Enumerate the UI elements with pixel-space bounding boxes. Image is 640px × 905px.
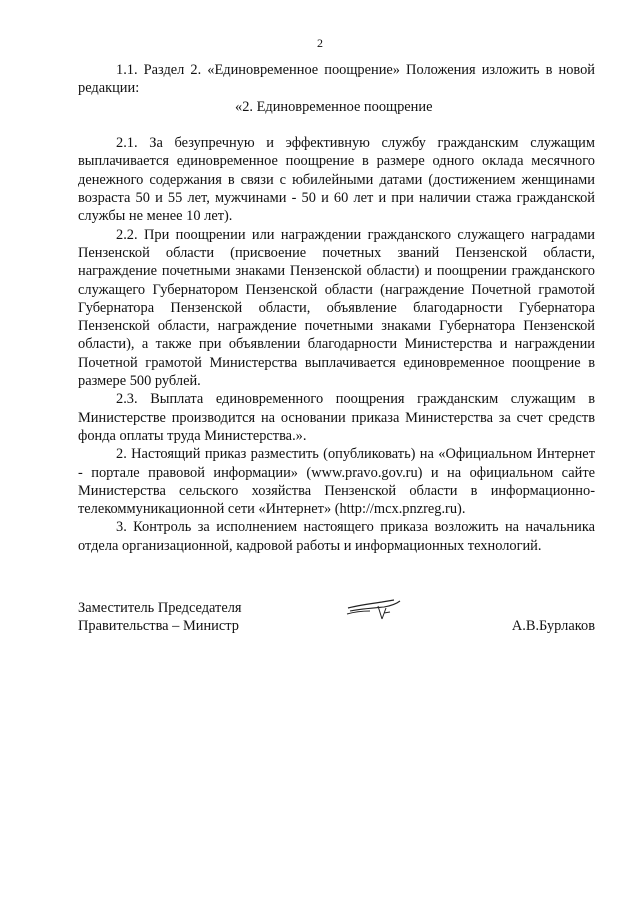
signer-title-line-1: Заместитель Председателя xyxy=(78,600,242,616)
document-body xyxy=(78,61,595,555)
signer-name: А.В.Бурлаков xyxy=(511,618,595,635)
signer-title xyxy=(78,599,242,636)
paragraph-2-3: 2.3. Выплата единовременного поощрения гражданским служащим в Министерстве производится на основании приказа Министерства за счет средств фонда оплаты труда Министерства.». xyxy=(78,391,595,444)
paragraph-item-3: 3. Контроль за исполнением настоящего приказа возложить на начальника отдела организационной, кадровой работы и информационных технологий. xyxy=(78,519,595,554)
paragraph-2-2: 2.2. При поощрении или награждении гражданского служащего наградами Пензенской области (присвоение почетных званий Пензенской области, награждение почетными знаками Пензенской области) и поощрении гражданского служащего Губернатором Пензенской области (награждение Почетной грамотой Губернатора Пензенской области, объявление благодарности Губернатора Пензенской области, награждение почетными знаками Губернатора Пензенской области), а также при объявлении благодарности Министерства и награждении Почетной грамотой Министерства выплачивается единовременное поощрение в размере 500 рублей. xyxy=(78,226,595,390)
section-heading: «2. Единовременное поощрение xyxy=(235,98,433,115)
signature-block xyxy=(78,599,595,639)
paragraph-item-2: 2. Настоящий приказ разместить (опубликовать) на «Официальном Интернет - портале правовой информации» (www.pravo.gov.ru) и на официальном сайте Министерства сельского хозяйства Пензенской области в информационно-телекоммуникационной сети «Интернет» (http://mcx.pnzreg.ru). xyxy=(78,446,595,518)
paragraph-intro: 1.1. Раздел 2. «Единовременное поощрение» Положения изложить в новой редакции: xyxy=(78,62,595,97)
signer-title-line-2: Правительства – Министр xyxy=(78,618,239,635)
paragraph-2-1: 2.1. За безупречную и эффективную службу гражданским служащим выплачивается единовременное поощрение в размере одного оклада месячного денежного содержания в связи с юбилейными датами (достижением женщинами возраста 50 и 55 лет, мужчинами - 50 и 60 лет и при наличии стажа гражданской службы не менее 10 лет). xyxy=(78,135,595,225)
handwritten-signature xyxy=(344,595,404,625)
page-number: 2 xyxy=(317,36,323,50)
